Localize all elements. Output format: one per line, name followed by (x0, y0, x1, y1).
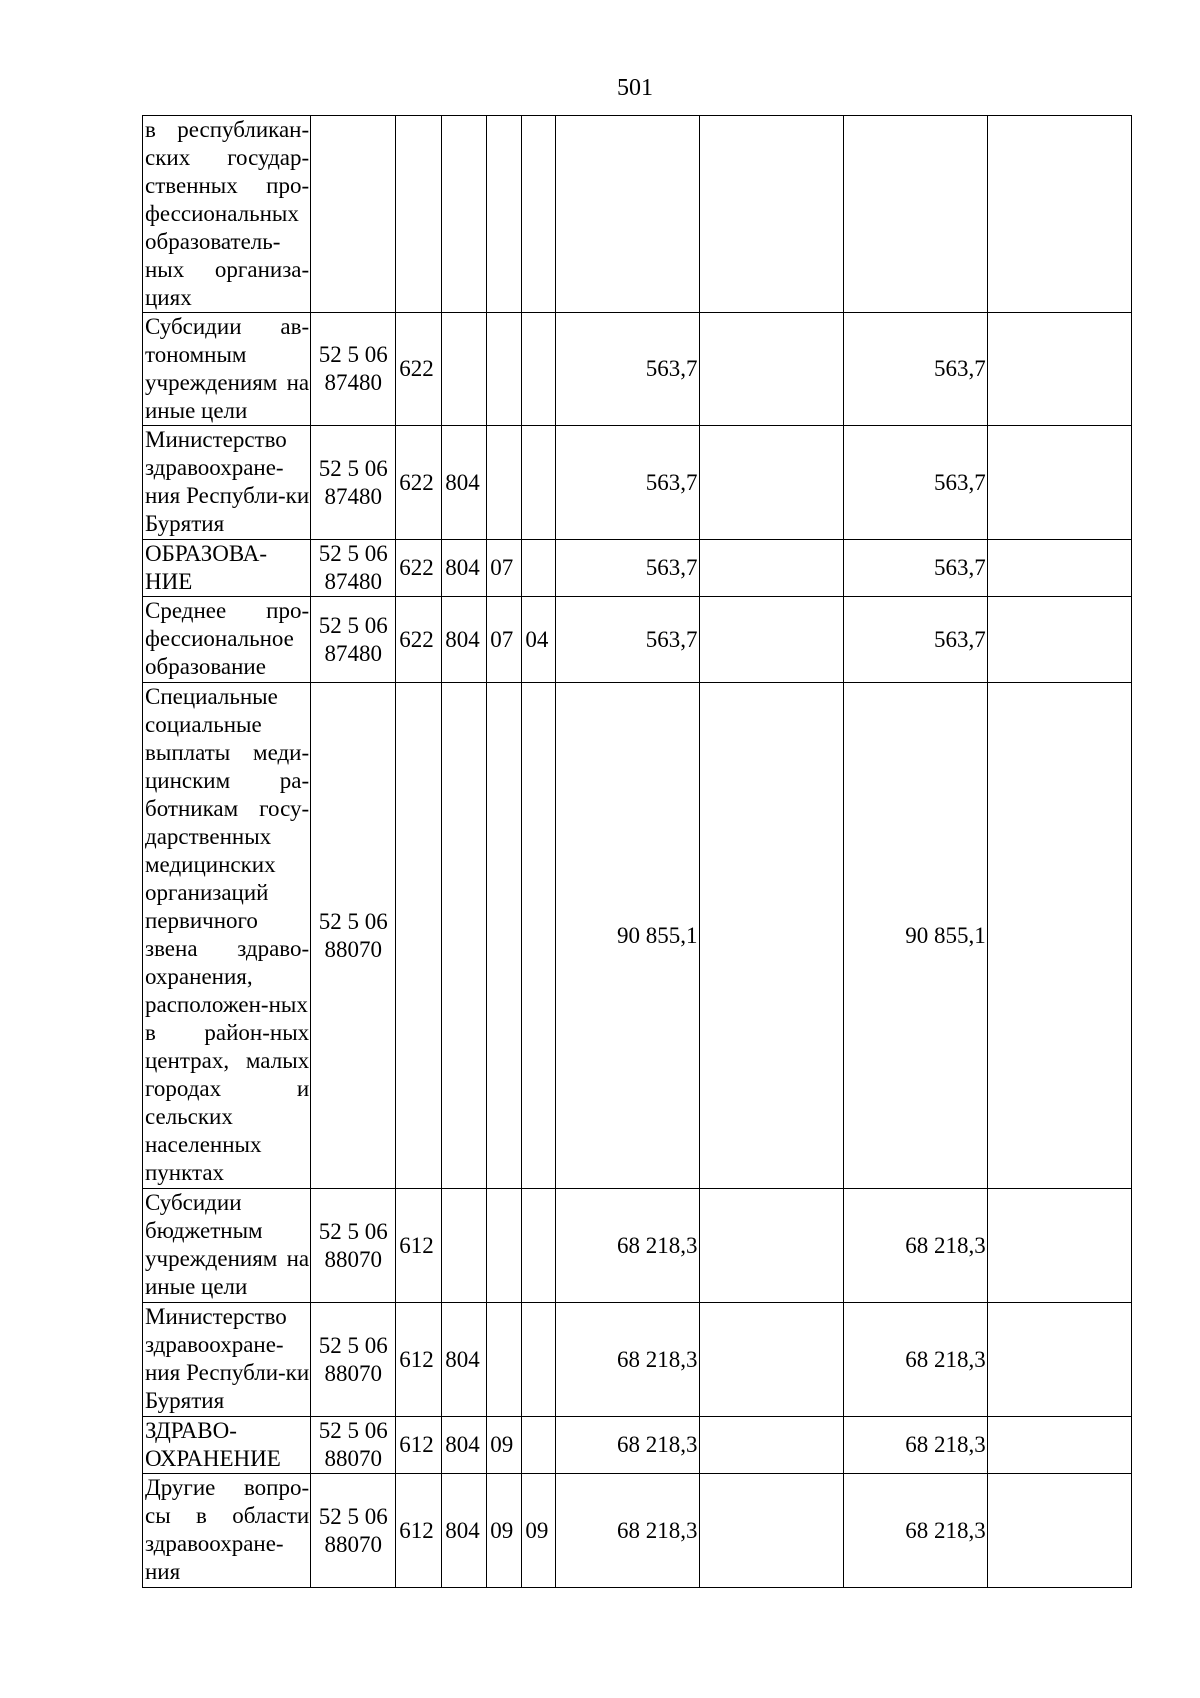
empty-cell (987, 683, 1131, 1189)
row-name-cell: ЗДРАВО-ОХРАНЕНИЕ (143, 1417, 311, 1474)
expense-type-code-cell: 622 (396, 313, 442, 426)
table-row (143, 1474, 1132, 1588)
subsection-code-cell: 04 (522, 597, 556, 683)
section-code-cell (487, 1303, 522, 1417)
expense-type-code-cell (396, 683, 442, 1189)
amount-cell: 68 218,3 (556, 1474, 699, 1588)
amount-cell: 68 218,3 (556, 1303, 699, 1417)
empty-cell (699, 1474, 843, 1588)
empty-cell (987, 1474, 1131, 1588)
row-name-cell: Субсидии бюджетным учреждениям на иные цели (143, 1189, 311, 1303)
administrator-code-cell (442, 1189, 487, 1303)
amount-cell: 68 218,3 (556, 1417, 699, 1474)
administrator-code-cell: 804 (442, 597, 487, 683)
table-row (143, 313, 1132, 426)
empty-cell (987, 597, 1131, 683)
empty-cell (987, 540, 1131, 597)
empty-cell (699, 597, 843, 683)
amount-total-cell: 90 855,1 (843, 683, 987, 1189)
section-code-cell (487, 1189, 522, 1303)
amount-cell: 563,7 (556, 597, 699, 683)
target-article-code-cell: 52 5 06 87480 (311, 540, 396, 597)
empty-cell (699, 1303, 843, 1417)
amount-total-cell: 563,7 (843, 313, 987, 426)
subsection-code-cell (522, 1303, 556, 1417)
section-code-cell (487, 313, 522, 426)
administrator-code-cell (442, 116, 487, 313)
page-number: 501 (617, 75, 653, 101)
amount-cell: 563,7 (556, 313, 699, 426)
expense-type-code-cell: 622 (396, 426, 442, 540)
table-row (143, 683, 1132, 1189)
amount-total-cell (843, 116, 987, 313)
expense-type-code-cell: 612 (396, 1189, 442, 1303)
amount-cell (556, 116, 699, 313)
target-article-code-cell: 52 5 06 88070 (311, 1303, 396, 1417)
target-article-code-cell: 52 5 06 88070 (311, 683, 396, 1189)
amount-total-cell: 68 218,3 (843, 1303, 987, 1417)
empty-cell (699, 1189, 843, 1303)
table-row (143, 1303, 1132, 1417)
table-row (143, 1417, 1132, 1474)
empty-cell (987, 426, 1131, 540)
table-row (143, 540, 1132, 597)
amount-total-cell: 563,7 (843, 540, 987, 597)
amount-total-cell: 68 218,3 (843, 1189, 987, 1303)
target-article-code-cell: 52 5 06 87480 (311, 313, 396, 426)
subsection-code-cell (522, 1417, 556, 1474)
budget-table (142, 115, 1132, 1588)
administrator-code-cell (442, 313, 487, 426)
row-name-cell: Специальные социальные выплаты меди-цинским ра-ботникам госу-дарственных медицинских организаций первичного звена здраво-охранения, расположен-ных в район-ных центрах, малых городах и сельских населенных пунктах (143, 683, 311, 1189)
row-name-cell: в республикан-ских государ-ственных про-фессиональных образователь-ных организа-циях (143, 116, 311, 313)
amount-total-cell: 563,7 (843, 426, 987, 540)
table-row (143, 1189, 1132, 1303)
amount-cell: 68 218,3 (556, 1189, 699, 1303)
amount-cell: 90 855,1 (556, 683, 699, 1189)
target-article-code-cell: 52 5 06 88070 (311, 1417, 396, 1474)
expense-type-code-cell: 612 (396, 1417, 442, 1474)
administrator-code-cell: 804 (442, 426, 487, 540)
expense-type-code-cell: 622 (396, 597, 442, 683)
empty-cell (987, 116, 1131, 313)
subsection-code-cell (522, 426, 556, 540)
empty-cell (987, 313, 1131, 426)
amount-cell: 563,7 (556, 540, 699, 597)
target-article-code-cell (311, 116, 396, 313)
empty-cell (699, 426, 843, 540)
subsection-code-cell (522, 683, 556, 1189)
row-name-cell: Среднее про-фессиональное образование (143, 597, 311, 683)
section-code-cell (487, 116, 522, 313)
section-code-cell: 09 (487, 1417, 522, 1474)
subsection-code-cell (522, 116, 556, 313)
expense-type-code-cell: 612 (396, 1474, 442, 1588)
expense-type-code-cell (396, 116, 442, 313)
administrator-code-cell: 804 (442, 540, 487, 597)
empty-cell (699, 683, 843, 1189)
target-article-code-cell: 52 5 06 87480 (311, 426, 396, 540)
empty-cell (699, 116, 843, 313)
empty-cell (987, 1417, 1131, 1474)
target-article-code-cell: 52 5 06 88070 (311, 1189, 396, 1303)
subsection-code-cell (522, 1189, 556, 1303)
row-name-cell: Другие вопро-сы в области здравоохране-ния (143, 1474, 311, 1588)
empty-cell (987, 1303, 1131, 1417)
subsection-code-cell: 09 (522, 1474, 556, 1588)
row-name-cell: Министерство здравоохране-ния Республи-ки Бурятия (143, 1303, 311, 1417)
amount-total-cell: 68 218,3 (843, 1417, 987, 1474)
empty-cell (987, 1189, 1131, 1303)
row-name-cell: Субсидии ав-тономным учреждениям на иные цели (143, 313, 311, 426)
empty-cell (699, 540, 843, 597)
section-code-cell: 07 (487, 597, 522, 683)
expense-type-code-cell: 622 (396, 540, 442, 597)
section-code-cell (487, 683, 522, 1189)
amount-total-cell: 563,7 (843, 597, 987, 683)
table-row (143, 116, 1132, 313)
target-article-code-cell: 52 5 06 87480 (311, 597, 396, 683)
amount-total-cell: 68 218,3 (843, 1474, 987, 1588)
subsection-code-cell (522, 540, 556, 597)
table-body (143, 116, 1132, 1588)
administrator-code-cell: 804 (442, 1474, 487, 1588)
administrator-code-cell: 804 (442, 1417, 487, 1474)
section-code-cell: 07 (487, 540, 522, 597)
row-name-cell: ОБРАЗОВА-НИЕ (143, 540, 311, 597)
table-row (143, 597, 1132, 683)
section-code-cell (487, 426, 522, 540)
subsection-code-cell (522, 313, 556, 426)
section-code-cell: 09 (487, 1474, 522, 1588)
administrator-code-cell: 804 (442, 1303, 487, 1417)
amount-cell: 563,7 (556, 426, 699, 540)
row-name-cell: Министерство здравоохране-ния Республи-ки Бурятия (143, 426, 311, 540)
table-row (143, 426, 1132, 540)
target-article-code-cell: 52 5 06 88070 (311, 1474, 396, 1588)
empty-cell (699, 313, 843, 426)
expense-type-code-cell: 612 (396, 1303, 442, 1417)
empty-cell (699, 1417, 843, 1474)
administrator-code-cell (442, 683, 487, 1189)
